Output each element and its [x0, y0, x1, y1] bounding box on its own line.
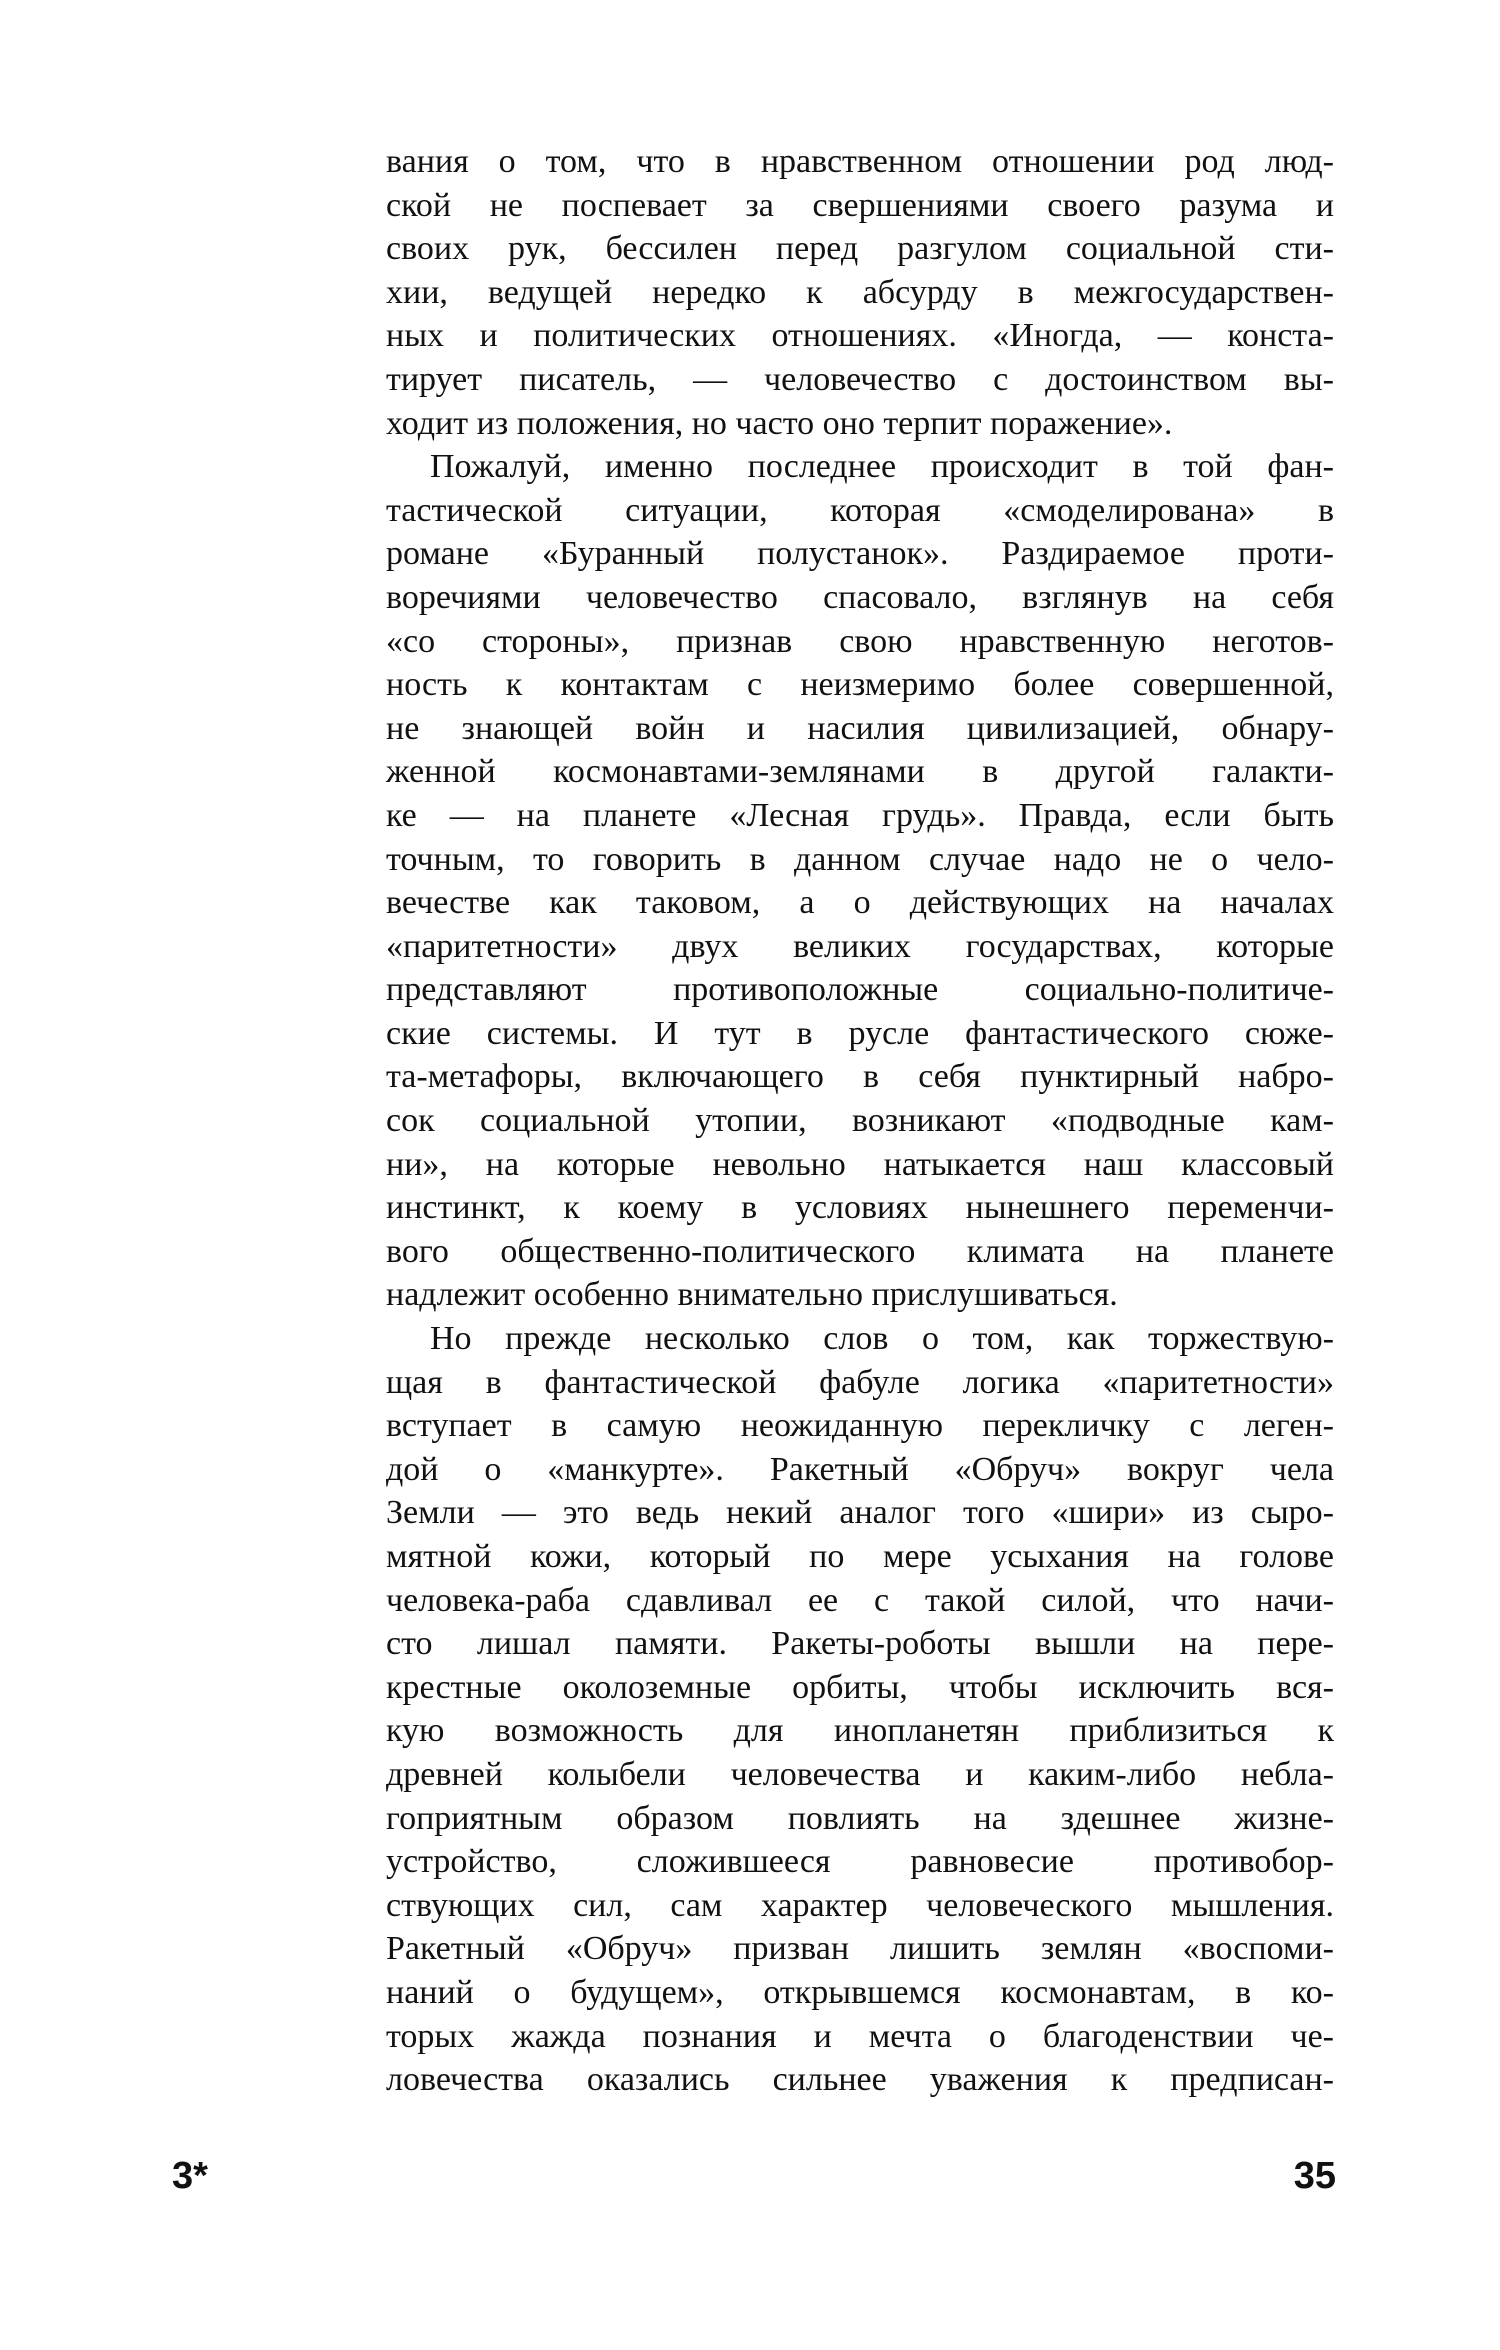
text-line: воречиями человечество спасовало, взглянув на себя [386, 578, 1334, 616]
text-line: «паритетности» двух великих государствах, которые [386, 927, 1334, 965]
text-line: вого общественно-политического климата на планете [386, 1232, 1334, 1270]
text-line: ность к контактам с неизмеримо более совершенной, [386, 666, 1334, 704]
text-line: ходит из положения, но часто оно терпит поражение». [386, 404, 1173, 442]
text-line: гоприятным образом повлиять на здешнее жизне- [386, 1799, 1334, 1837]
text-line: щая в фантастической фабуле логика «паритетности» [386, 1363, 1334, 1401]
paragraph [386, 140, 1334, 445]
text-line: торых жажда познания и мечта о благоденствии че- [386, 2017, 1334, 2055]
text-line: сок социальной утопии, возникают «подводные кам- [386, 1102, 1334, 1140]
text-line: древней колыбели человечества и каким-либо небла- [386, 1755, 1334, 1793]
text-line: тирует писатель, — человечество с достоинством вы- [386, 360, 1334, 398]
text-line: точным, то говорить в данном случае надо не о чело- [386, 840, 1334, 878]
text-line: хии, ведущей нередко к абсурду в межгосударствен- [386, 273, 1334, 311]
text-line: Земли — это ведь некий аналог того «шири» из сыро- [386, 1494, 1334, 1532]
text-line: мятной кожи, который по мере усыхания на голове [386, 1538, 1334, 1575]
text-line: ни», на которые невольно натыкается наш классовый [386, 1145, 1334, 1183]
text-line: ловечества оказались сильнее уважения к предписан- [386, 2061, 1334, 2099]
text-line: сто лишал памяти. Ракеты-роботы вышли на пере- [386, 1625, 1334, 1663]
text-line: не знающей войн и насилия цивилизацией, обнару- [386, 709, 1334, 747]
page-number: 35 [1293, 2155, 1336, 2197]
text-line: тастической ситуации, которая «смоделирована» в [386, 491, 1334, 529]
text-line: Ракетный «Обруч» призван лишить землян «воспоми- [386, 1930, 1334, 1968]
body-text [386, 140, 1334, 2102]
text-line: дой о «манкурте». Ракетный «Обруч» вокруг чела [386, 1450, 1334, 1488]
text-line: «со стороны», признав свою нравственную неготов- [386, 622, 1334, 660]
text-line: кую возможность для инопланетян приблизиться к [386, 1712, 1334, 1750]
text-line: вечестве как таковом, а о действующих на началах [386, 884, 1334, 922]
text-line: ские системы. И тут в русле фантастического сюже- [386, 1014, 1334, 1052]
text-line: Но прежде несколько слов о том, как торжествую- [430, 1320, 1334, 1358]
text-line: ных и политических отношениях. «Иногда, — конста- [386, 317, 1334, 355]
text-line: ствующих сил, сам характер человеческого мышления. [386, 1886, 1334, 1924]
text-line: та-метафоры, включающего в себя пунктирный набро- [386, 1058, 1334, 1096]
text-line: инстинкт, к коему в условиях нынешнего переменчи- [386, 1189, 1334, 1227]
text-line: вания о том, что в нравственном отношении род люд- [386, 143, 1334, 180]
text-line: представляют противоположные социально-политиче- [386, 971, 1334, 1009]
text-line: романе «Буранный полустанок». Раздираемое проти- [386, 535, 1334, 573]
text-line: наний о будущем», открывшемся космонавтам, в ко- [386, 1973, 1334, 2011]
text-line: крестные околоземные орбиты, чтобы исключить вся- [386, 1668, 1334, 1706]
text-line: человека-раба сдавливал ее с такой силой, что начи- [386, 1581, 1334, 1619]
text-line: надлежит особенно внимательно прислушиваться. [386, 1276, 1118, 1314]
text-line: своих рук, бессилен перед разгулом социальной сти- [386, 230, 1334, 268]
paragraph [386, 1317, 1334, 2102]
text-line: женной космонавтами-землянами в другой галакти- [386, 753, 1334, 791]
text-line: вступает в самую неожиданную перекличку с леген- [386, 1407, 1334, 1445]
text-line: ской не поспевает за свершениями своего разума и [386, 186, 1334, 224]
paragraph [386, 445, 1334, 1317]
text-line: ке — на планете «Лесная грудь». Правда, если быть [386, 796, 1334, 834]
printer-signature-mark: 3* [172, 2155, 208, 2197]
text-line: Пожалуй, именно последнее происходит в той фан- [430, 448, 1334, 486]
text-line: устройство, сложившееся равновесие противобор- [386, 1843, 1334, 1881]
